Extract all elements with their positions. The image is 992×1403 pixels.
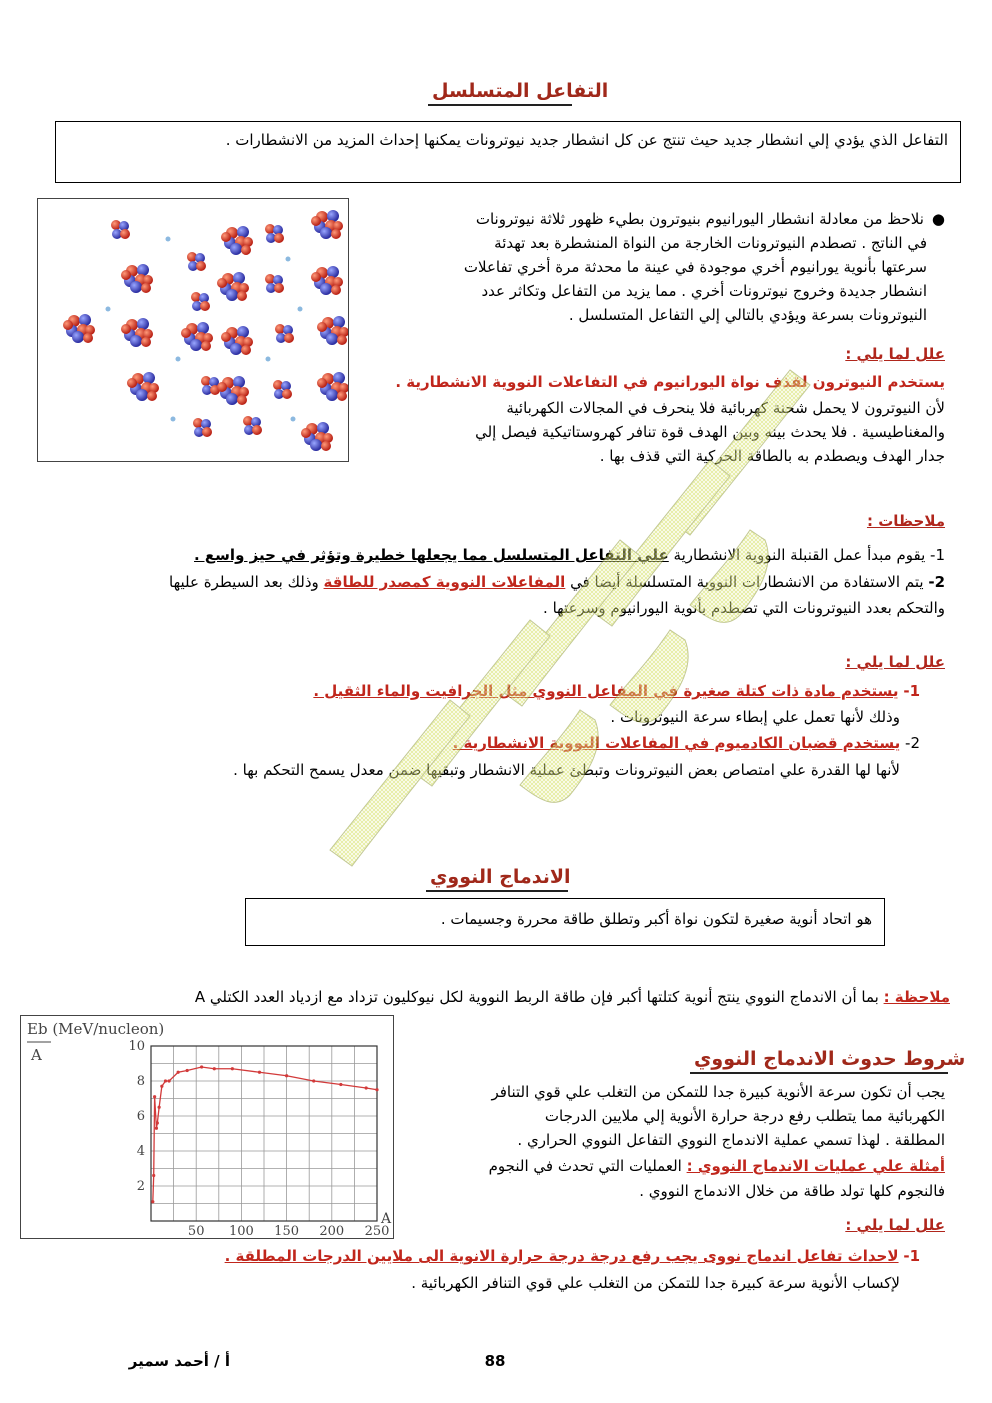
- data-point: [186, 1069, 189, 1072]
- data-point: [155, 1127, 158, 1130]
- note-2-rest: وذلك بعد السيطرة عليها: [169, 573, 319, 591]
- fusion-title: الاندماج النووي: [426, 866, 568, 892]
- question-2-number: 2-: [905, 734, 920, 752]
- fusion-why-question: [170, 1244, 920, 1268]
- x-tick-label: 50: [187, 1224, 205, 1238]
- data-point: [177, 1071, 180, 1074]
- bullet-line: النيوترونات بسرعة ويؤدي بالتالي إلي التفاعل المتسلسل .: [568, 306, 927, 324]
- note-1-number: 1-: [930, 546, 945, 564]
- fusion-examples-label: أمثلة علي عمليات الاندماج النووي :: [686, 1157, 945, 1175]
- why-question-neutron: يستخدم النيوترون لقذف نواة اليورانيوم في التفاعلات النووية الانشطارية .: [395, 373, 945, 391]
- note-1: [50, 543, 945, 567]
- chain-reaction-title: التفاعل المتسلسل: [428, 80, 572, 106]
- chain-reaction-definition-box: [55, 121, 961, 183]
- binding-energy-curve: [153, 1067, 377, 1202]
- conditions-line: يجب أن تكون سرعة الأنوية كبيرة جدا للتمكن من التغلب علي قوي التنافر: [491, 1083, 945, 1101]
- question-1-number: 1-: [903, 682, 920, 700]
- question-1-text: يستخدم مادة ذات كتلة صغيرة في المفاعل النووي مثل الجرافيت والماء الثقيل .: [313, 682, 899, 700]
- question-2-text: يستخدم قضبان الكادميوم في المفاعلات النووية الانشطارية .: [452, 734, 901, 752]
- fusion-why-heading: علل لما يلي :: [845, 1216, 945, 1234]
- reactor-question-1: [200, 679, 920, 703]
- why-heading-neutron: علل لما يلي :: [845, 345, 945, 363]
- data-point: [285, 1074, 288, 1077]
- data-point: [213, 1067, 216, 1070]
- data-point: [152, 1174, 155, 1177]
- note-2-number: 2-: [928, 573, 945, 591]
- data-point: [164, 1079, 167, 1082]
- bullet-line: سرعتها بأنوية يورانيوم أخري موجودة في عينة ما محدثة مرة أخري تفاعلات: [463, 258, 927, 276]
- note-2-text: يتم الاستفادة من الانشطارات النووية المتسلسلة أيضا في: [570, 573, 924, 591]
- y-tick-label: 6: [136, 1109, 145, 1124]
- x-tick-label: 250: [364, 1224, 390, 1238]
- why-heading-reactor: علل لما يلي :: [845, 653, 945, 671]
- data-point: [156, 1121, 159, 1124]
- data-point: [151, 1200, 154, 1203]
- note-2-line-2: والتحكم بعدد النيوترونات التي تصطدم بأنوية اليورانيوم وسرعتها .: [543, 599, 945, 617]
- fusion-note-label: ملاحظة :: [883, 988, 950, 1006]
- y-axis-label: Eb (MeV/nucleon): [27, 1020, 165, 1038]
- data-point: [258, 1071, 261, 1074]
- conditions-line: المطلقة . لهذا تسمي عملية الاندماج النووي التفاعل النووي الحراري .: [517, 1131, 945, 1149]
- fusion-definition: هو اتحاد أنوية صغيرة لتكون نواة أكبر وتطلق طاقة محررة وجسيمات .: [440, 910, 872, 928]
- page-number: 88: [484, 1352, 506, 1370]
- notes-heading: ملاحظات :: [866, 512, 945, 530]
- answer-line: والمغناطيسية . فلا يحدث بينه وبين الهدف قوة تنافر كهروستاتيكية فيصل إلي: [475, 423, 945, 441]
- fusion-note: [40, 985, 950, 1009]
- fusion-why-number: 1-: [903, 1247, 920, 1265]
- fusion-examples-text: العمليات التي تحدث في النجوم: [488, 1157, 682, 1175]
- why-answer-neutron: [355, 396, 945, 468]
- note-1-emphasis: علي التفاعل المتسلسل مما يجعلها خطيرة وتؤثر في حيز واسع .: [194, 546, 669, 564]
- fusion-why-answer: لإكساب الأنوية سرعة كبيرة جدا للتمكن من التغلب علي قوي التنافر الكهربائية .: [411, 1274, 900, 1292]
- binding-energy-chart: [20, 1015, 394, 1239]
- data-point: [231, 1067, 234, 1070]
- note-2-emphasis: المفاعلات النووية كمصدر للطاقة: [323, 573, 566, 591]
- fusion-conditions: [400, 1080, 945, 1152]
- fusion-note-text: بما أن الاندماج النووي ينتج أنوية كتلتها أكبر فإن طاقة الربط النووية لكل نيوكليون تزداد مع ازدياد العدد الكتلي A: [194, 988, 879, 1006]
- fission-chain-image: [38, 199, 348, 461]
- data-point: [167, 1079, 170, 1082]
- data-point: [153, 1095, 156, 1098]
- reactor-answer-1: وذلك لأنها تعمل علي إبطاء سرعة النيوترونات .: [610, 708, 900, 726]
- y-tick-label: 4: [136, 1144, 145, 1159]
- fusion-examples: [400, 1154, 945, 1178]
- y-tick-label: 8: [136, 1074, 145, 1089]
- data-point: [339, 1083, 342, 1086]
- fusion-conditions-title: شروط حدوث الاندماج النووي: [690, 1048, 948, 1074]
- x-tick-label: 100: [228, 1224, 254, 1238]
- x-tick-label: 150: [274, 1224, 300, 1238]
- data-point: [375, 1088, 378, 1091]
- bullet-line: ● نلاحظ من معادلة انشطار اليورانيوم بنيوترون بطيء ظهور ثلاثة نيوترونات: [360, 207, 945, 231]
- x-axis-label: A: [381, 1211, 392, 1227]
- data-point: [200, 1065, 203, 1068]
- chain-reaction-definition: التفاعل الذي يؤدي إلي انشطار جديد حيث تنتج عن كل انشطار جديد نيوترونات يمكنها إحداث المزيد من الانشطارات .: [225, 131, 948, 149]
- bullet-dot: ●: [931, 210, 945, 228]
- chain-reaction-explanation: [360, 207, 945, 327]
- fusion-definition-box: [245, 898, 885, 946]
- fusion-why-text: لاحداث تفاعل اندماج نووى يجب رفع درجة درجة حرارة الانوية الى ملايين الدرجات المطلقة .: [224, 1247, 899, 1265]
- bullet-line: في الناتج . تصطدم النيوترونات الخارجة من النواة المنشطرة بعد تهدئة: [494, 234, 927, 252]
- y-tick-label: 2: [136, 1179, 145, 1194]
- note-2: [50, 570, 945, 594]
- y-axis-denominator: A: [31, 1046, 42, 1064]
- answer-line: لأن النيوترون لا يحمل شحنة كهربائية فلا ينحرف في المجالات الكهربائية: [506, 399, 945, 417]
- binding-energy-plot: [21, 1016, 393, 1238]
- data-point: [160, 1085, 163, 1088]
- note-1-text: يقوم مبدأ عمل القنبلة النووية الانشطارية: [673, 546, 926, 564]
- reactor-answer-2: لأنها لها القدرة علي امتصاص بعض النيوترونات وتبطئ عملية الانشطار وتبقيها ضمن معدل يسمح التحكم بها .: [233, 761, 900, 779]
- y-tick-label: 10: [128, 1039, 145, 1054]
- x-tick-label: 200: [319, 1224, 345, 1238]
- conditions-line: الكهربائية مما يتطلب رفع درجة حرارة الأنوية إلي ملايين الدرجات: [544, 1107, 945, 1125]
- answer-line: جدار الهدف ويصطدم به بالطاقة الحركية التي قذف بها .: [599, 447, 945, 465]
- reactor-question-2: [200, 731, 920, 755]
- fission-illustration: [37, 198, 349, 462]
- data-point: [365, 1086, 368, 1089]
- data-point: [158, 1106, 161, 1109]
- author-signature: أ / أحمد سمير: [128, 1352, 230, 1370]
- fusion-examples-line-2: فالنجوم كلها تولد طاقة من خلال الاندماج النووي .: [639, 1182, 945, 1200]
- bullet-line: انشطار جديدة وخروج نيوترونات أخري . مما يزيد من التفاعل وتكاثر عدد: [481, 282, 927, 300]
- data-point: [312, 1079, 315, 1082]
